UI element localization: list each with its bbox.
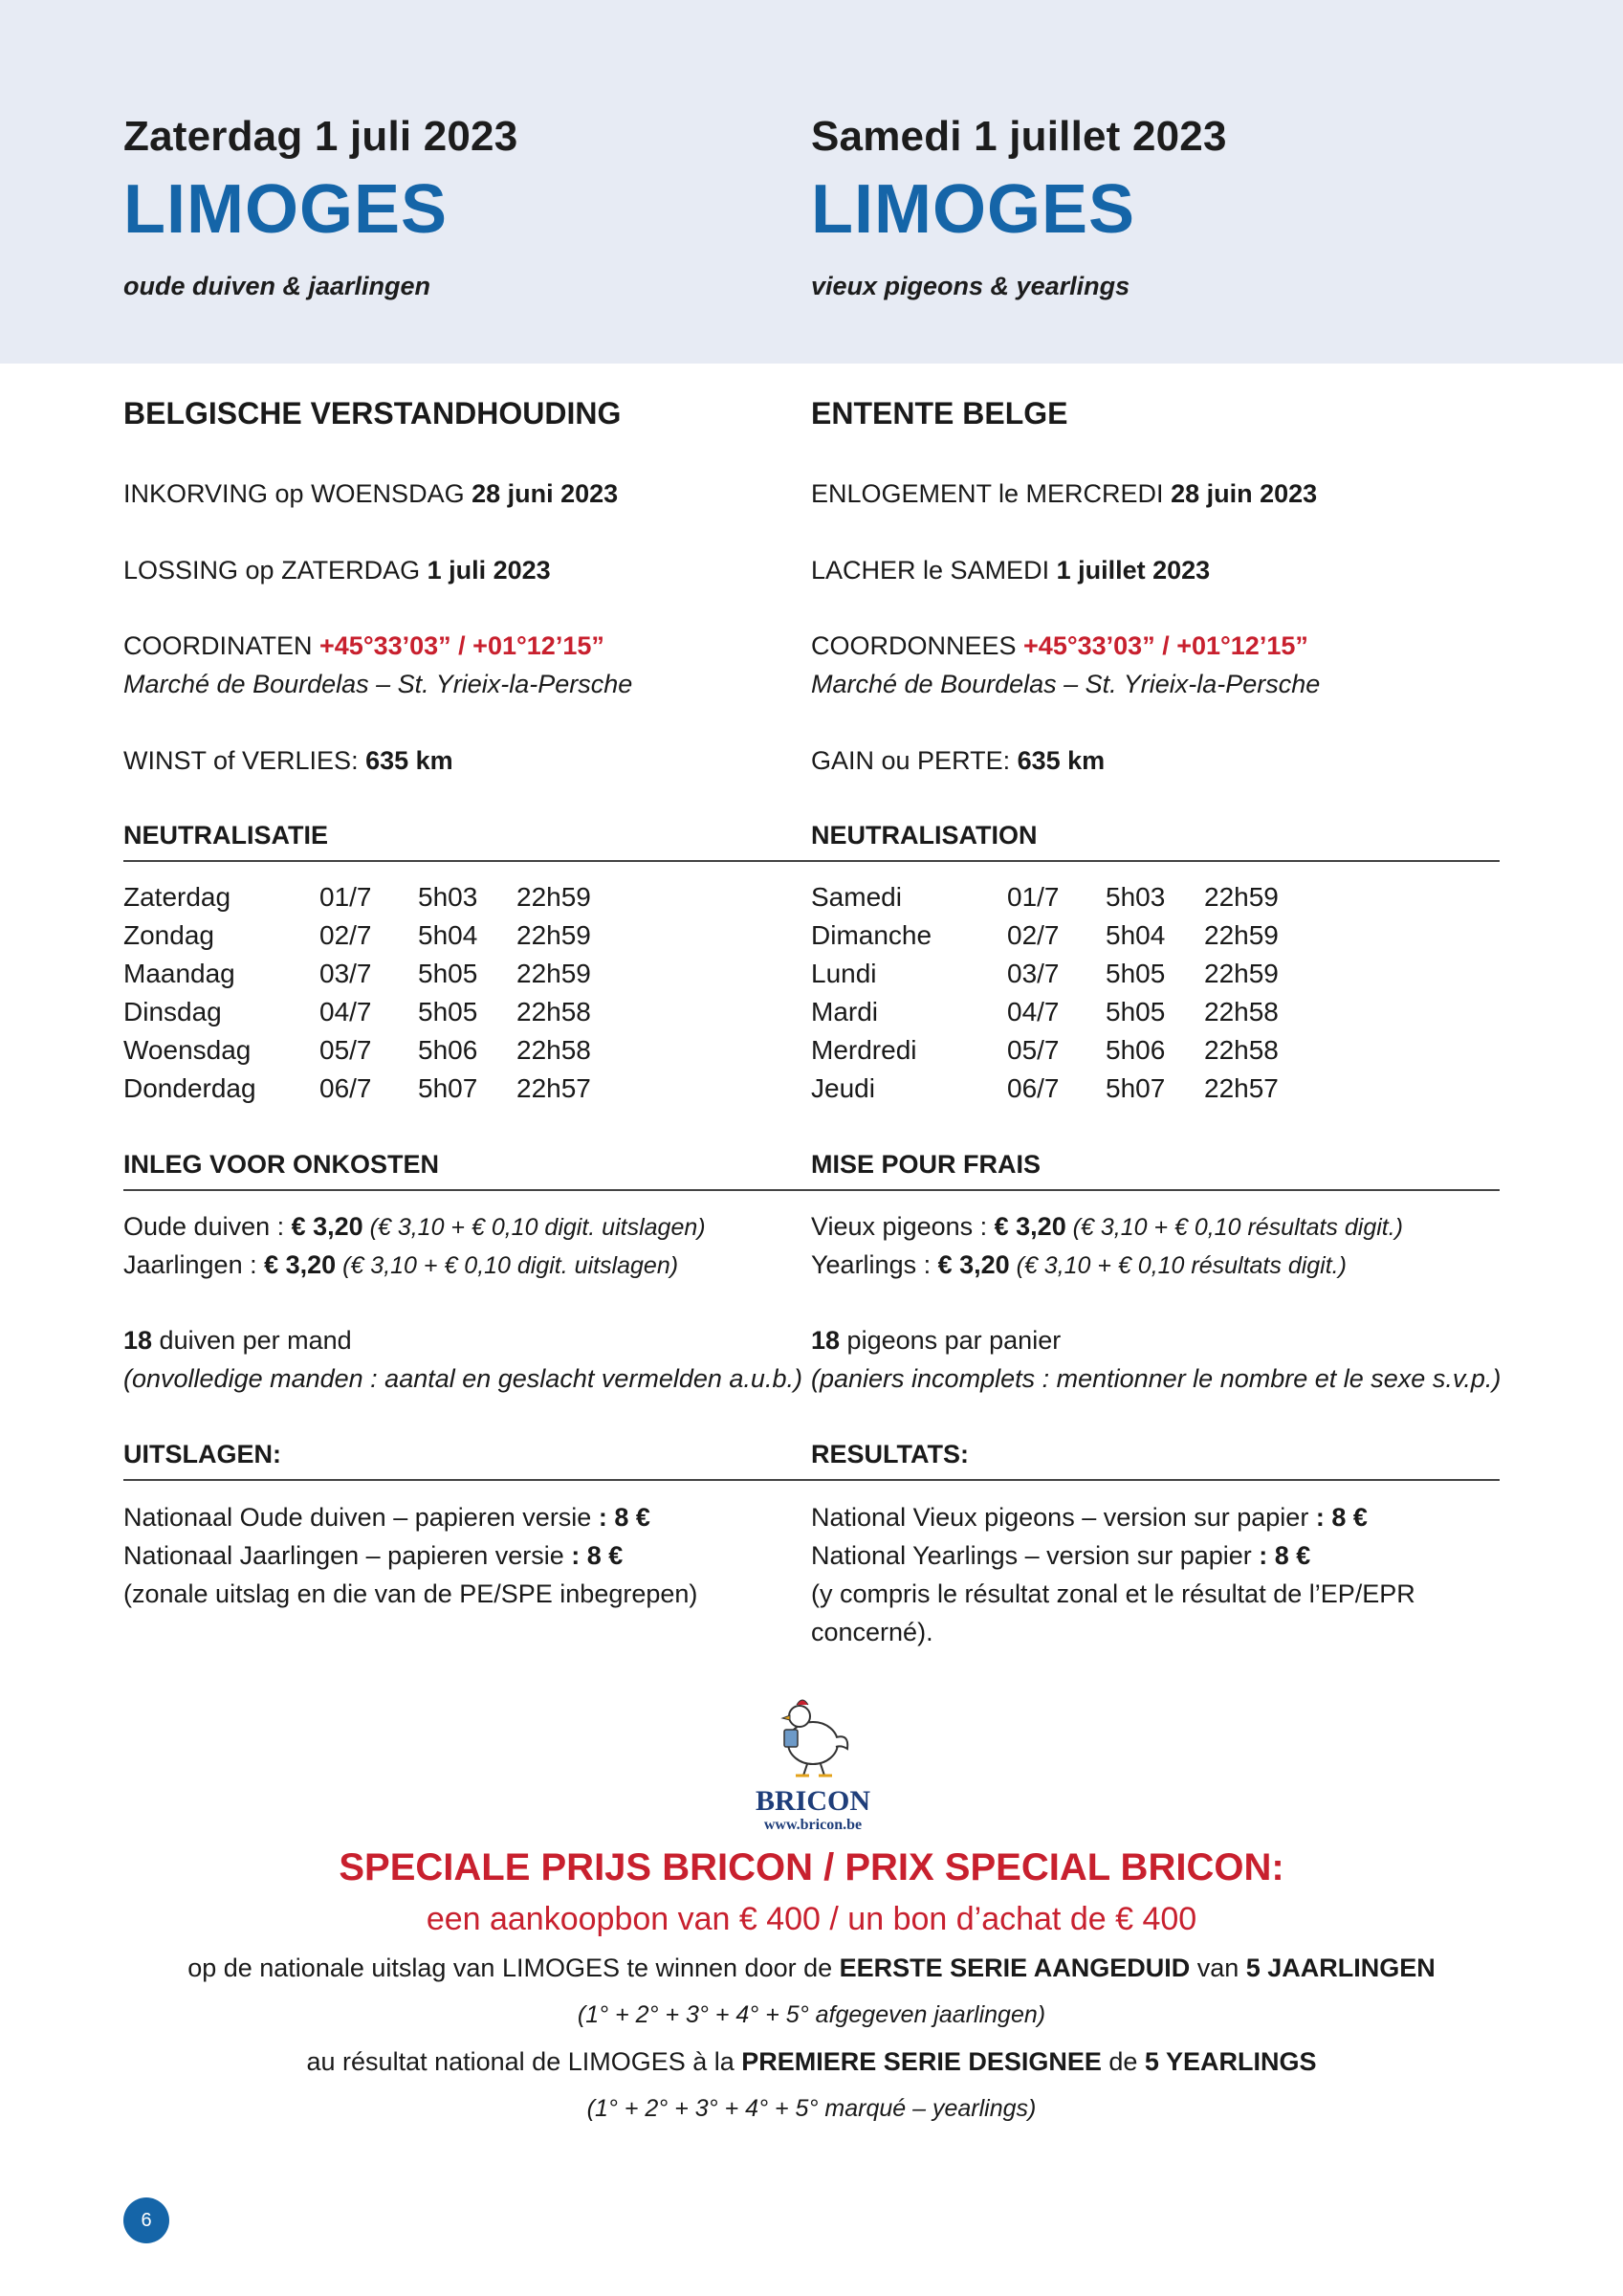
fr-neutral-date: 01/7 (1007, 882, 1060, 912)
fr-coord-value: +45°33’03” / +01°12’15” (1023, 631, 1308, 660)
sponsor-fr-line-a: au résultat national de LIMOGES à la (306, 2047, 742, 2076)
nl-neutral-day: Zaterdag (123, 882, 231, 912)
sponsor-fr-note: (1° + 2° + 3° + 4° + 5° marqué – yearlings) (586, 2095, 1037, 2122)
sponsor-fr-line-c: de (1101, 2047, 1145, 2076)
fr-neutral-row (811, 1031, 1471, 1070)
sponsor-fr-line-d: 5 YEARLINGS (1144, 2047, 1317, 2076)
fr-coordinates (811, 627, 1308, 665)
fr-coord-label: COORDONNEES (811, 631, 1024, 660)
nl-neutral-day: Dinsdag (123, 997, 222, 1027)
nl-results-line2 (123, 1536, 623, 1575)
nl-neutral-t1: 5h05 (418, 959, 478, 988)
fr-results-line1-value: : 8 € (1315, 1503, 1368, 1532)
nl-neutral-day: Donderdag (123, 1073, 256, 1103)
nl-organisation: BELGISCHE VERSTANDHOUDING (123, 396, 622, 430)
nl-results-line1 (123, 1498, 650, 1536)
fr-neutral-date: 05/7 (1007, 1035, 1060, 1065)
nl-neutral-date: 05/7 (319, 1035, 372, 1065)
fr-results-line2 (811, 1536, 1310, 1575)
nl-neutral-date: 01/7 (319, 882, 372, 912)
page-number: 6 (123, 2197, 169, 2243)
nl-neutral-day: Maandag (123, 959, 235, 988)
fr-neutral-t1: 5h06 (1106, 1035, 1166, 1065)
sponsor-title: SPECIALE PRIJS BRICON / PRIX SPECIAL BRICON: (339, 1846, 1284, 1888)
nl-results-line2-label: Nationaal Jaarlingen – papieren versie (123, 1541, 572, 1570)
nl-lossing-label: LOSSING op ZATERDAG (123, 556, 428, 585)
fr-neutral-t1: 5h04 (1106, 920, 1166, 950)
bricon-logo-name: BRICON (755, 1785, 871, 1817)
fr-neutral-day: Jeudi (811, 1073, 875, 1103)
sponsor-nl-line-d: 5 JAARLINGEN (1245, 1954, 1436, 1982)
fr-neutral-day: Mardi (811, 997, 879, 1027)
nl-neutral-t1: 5h07 (418, 1073, 478, 1103)
sponsor-nl-line-c: van (1190, 1954, 1246, 1982)
bricon-logo-url: www.bricon.be (763, 1817, 863, 1833)
nl-costs-young (123, 1246, 678, 1285)
fr-neutral-date: 06/7 (1007, 1073, 1060, 1103)
nl-basket-note: (onvolledige manden : aantal en geslacht vermelden a.u.b.) (123, 1364, 802, 1393)
fr-neutral-date: 04/7 (1007, 997, 1060, 1027)
fr-distance (811, 741, 1105, 780)
sponsor-fr-line-b: PREMIERE SERIE DESIGNEE (741, 2047, 1102, 2076)
fr-neutral-date: 02/7 (1007, 920, 1060, 950)
nl-coord-value: +45°33’03” / +01°12’15” (319, 631, 604, 660)
fr-neutral-day: Merdredi (811, 1035, 917, 1065)
fr-place: Marché de Bourdelas – St. Yrieix-la-Persche (811, 670, 1321, 698)
nl-results-line1-label: Nationaal Oude duiven – papieren versie (123, 1503, 599, 1532)
nl-city: LIMOGES (123, 171, 449, 248)
nl-costs-title: INLEG VOOR ONKOSTEN (123, 1150, 440, 1179)
nl-costs-old-note: (€ 3,10 + € 0,10 digit. uitslagen) (362, 1214, 706, 1241)
fr-neutral-row (811, 916, 1471, 955)
fr-neutral-row (811, 878, 1471, 916)
nl-coordinates (123, 627, 604, 665)
fr-basket-note: (paniers incomplets : mentionner le nombre et le sexe s.v.p.) (811, 1364, 1502, 1393)
nl-date: Zaterdag 1 juli 2023 (123, 113, 518, 160)
nl-distance-label: WINST of VERLIES: (123, 746, 366, 775)
fr-city: LIMOGES (811, 171, 1136, 248)
fr-date: Samedi 1 juillet 2023 (811, 113, 1227, 160)
fr-neutral-t2: 22h59 (1204, 959, 1279, 988)
fr-neutral-t1: 5h03 (1106, 882, 1166, 912)
nl-neutral-t1: 5h04 (418, 920, 478, 950)
nl-neutral-t2: 22h58 (516, 1035, 591, 1065)
nl-basket-text: duiven per mand (152, 1326, 352, 1355)
nl-results-line1-value: : 8 € (598, 1503, 650, 1532)
fr-distance-label: GAIN ou PERTE: (811, 746, 1018, 775)
nl-inkorving (123, 475, 618, 513)
nl-neutral-row (123, 955, 783, 993)
nl-neutral-day: Zondag (123, 920, 214, 950)
fr-neutral-t1: 5h05 (1106, 997, 1166, 1027)
fr-costs-old-note: (€ 3,10 + € 0,10 résultats digit.) (1065, 1214, 1404, 1241)
sponsor-nl-note: (1° + 2° + 3° + 4° + 5° afgegeven jaarlingen) (577, 2001, 1046, 2028)
nl-column (123, 0, 802, 1684)
fr-enlogement-date: 28 juin 2023 (1171, 479, 1318, 508)
sponsor-nl-line-a: op de nationale uitslag van LIMOGES te winnen door de (187, 1954, 840, 1982)
fr-neutral-t2: 22h57 (1204, 1073, 1279, 1103)
nl-results-title: UITSLAGEN: (123, 1440, 281, 1468)
nl-neutral-t2: 22h58 (516, 997, 591, 1027)
nl-neutral-t2: 22h59 (516, 959, 591, 988)
nl-neutral-t1: 5h06 (418, 1035, 478, 1065)
nl-neutral-day: Woensdag (123, 1035, 252, 1065)
fr-results-line2-label: National Yearlings – version sur papier (811, 1541, 1260, 1570)
nl-distance (123, 741, 453, 780)
nl-basket-count: 18 (123, 1326, 153, 1355)
fr-neutral-t2: 22h59 (1204, 882, 1279, 912)
nl-costs-old-value: € 3,20 (291, 1212, 363, 1241)
nl-costs-young-value: € 3,20 (264, 1250, 337, 1279)
nl-costs-young-note: (€ 3,10 + € 0,10 digit. uitslagen) (336, 1252, 679, 1279)
fr-lacher-label: LACHER le SAMEDI (811, 556, 1057, 585)
fr-results-line1 (811, 1498, 1368, 1536)
nl-neutral-t1: 5h03 (418, 882, 478, 912)
nl-neutral-row (123, 916, 783, 955)
sponsor-nl-line (0, 1954, 1623, 1983)
fr-lacher-date: 1 juillet 2023 (1056, 556, 1211, 585)
nl-neutral-date: 03/7 (319, 959, 372, 988)
fr-neutral-t1: 5h05 (1106, 959, 1166, 988)
fr-neutral-title: NEUTRALISATION (811, 821, 1038, 850)
nl-neutral-t2: 22h59 (516, 920, 591, 950)
neutral-divider (123, 860, 1500, 862)
fr-neutral-row (811, 993, 1471, 1031)
nl-neutral-date: 04/7 (319, 997, 372, 1027)
nl-distance-value: 635 km (365, 746, 453, 775)
nl-costs-old-label: Oude duiven : (123, 1212, 292, 1241)
fr-neutral-t2: 22h58 (1204, 1035, 1279, 1065)
fr-neutral-row (811, 955, 1471, 993)
fr-neutral-day: Samedi (811, 882, 902, 912)
nl-neutral-date: 06/7 (319, 1073, 372, 1103)
fr-results-line4: concerné). (811, 1618, 933, 1646)
fr-neutral-row (811, 1070, 1471, 1108)
nl-lossing (123, 551, 551, 589)
nl-results-line2-value: : 8 € (571, 1541, 624, 1570)
sponsor-nl-line-b: EERSTE SERIE AANGEDUID (839, 1954, 1191, 1982)
fr-costs-young-note: (€ 3,10 + € 0,10 résultats digit.) (1009, 1252, 1347, 1279)
fr-basket-count: 18 (811, 1326, 841, 1355)
nl-neutral-row (123, 1070, 783, 1108)
fr-costs-old (811, 1207, 1403, 1247)
fr-subtitle: vieux pigeons & yearlings (811, 272, 1130, 300)
fr-costs-old-label: Vieux pigeons : (811, 1212, 995, 1241)
fr-distance-value: 635 km (1017, 746, 1106, 775)
nl-neutral-t1: 5h05 (418, 997, 478, 1027)
fr-results-line1-label: National Vieux pigeons – version sur papier (811, 1503, 1316, 1532)
fr-neutral-day: Lundi (811, 959, 877, 988)
fr-costs-young (811, 1246, 1347, 1285)
fr-costs-young-label: Yearlings : (811, 1250, 938, 1279)
nl-subtitle: oude duiven & jaarlingen (123, 272, 431, 300)
nl-inkorving-date: 28 juni 2023 (472, 479, 619, 508)
fr-neutral-date: 03/7 (1007, 959, 1060, 988)
sponsor-subtitle: een aankoopbon van € 400 / un bon d’achat de € 400 (426, 1901, 1197, 1937)
nl-neutral-date: 02/7 (319, 920, 372, 950)
fr-enlogement-label: ENLOGEMENT le MERCREDI (811, 479, 1172, 508)
fr-neutral-t2: 22h58 (1204, 997, 1279, 1027)
nl-coord-label: COORDINATEN (123, 631, 320, 660)
fr-enlogement (811, 475, 1317, 513)
nl-neutral-title: NEUTRALISATIE (123, 821, 328, 850)
fr-results-line3: (y compris le résultat zonal et le résultat de l’EP/EPR (811, 1579, 1415, 1608)
nl-inkorving-label: INKORVING op WOENSDAG (123, 479, 472, 508)
nl-neutral-row (123, 878, 783, 916)
nl-neutral-t2: 22h57 (516, 1073, 591, 1103)
nl-results-line3: (zonale uitslag en die van de PE/SPE inbegrepen) (123, 1579, 698, 1608)
fr-results-line2-value: : 8 € (1259, 1541, 1311, 1570)
fr-costs-young-value: € 3,20 (937, 1250, 1010, 1279)
nl-basket (123, 1321, 352, 1359)
fr-costs-old-value: € 3,20 (994, 1212, 1066, 1241)
results-divider (123, 1479, 1500, 1481)
fr-organisation: ENTENTE BELGE (811, 396, 1068, 430)
nl-costs-old (123, 1207, 706, 1247)
bricon-mascot-icon (736, 1684, 889, 1837)
costs-divider (123, 1189, 1500, 1191)
bricon-logo (736, 1684, 889, 1837)
fr-results-title: RESULTATS: (811, 1440, 969, 1468)
nl-neutral-t2: 22h59 (516, 882, 591, 912)
nl-costs-young-label: Jaarlingen : (123, 1250, 265, 1279)
nl-neutral-row (123, 1031, 783, 1070)
nl-place: Marché de Bourdelas – St. Yrieix-la-Persche (123, 670, 633, 698)
fr-basket-text: pigeons par panier (840, 1326, 1062, 1355)
fr-basket (811, 1321, 1061, 1359)
fr-costs-title: MISE POUR FRAIS (811, 1150, 1042, 1179)
sponsor-fr-line (0, 2047, 1623, 2077)
fr-column (811, 0, 1502, 1684)
nl-lossing-date: 1 juli 2023 (427, 556, 551, 585)
fr-neutral-day: Dimanche (811, 920, 932, 950)
fr-neutral-t1: 5h07 (1106, 1073, 1166, 1103)
nl-neutral-row (123, 993, 783, 1031)
fr-lacher (811, 551, 1210, 589)
fr-neutral-t2: 22h59 (1204, 920, 1279, 950)
